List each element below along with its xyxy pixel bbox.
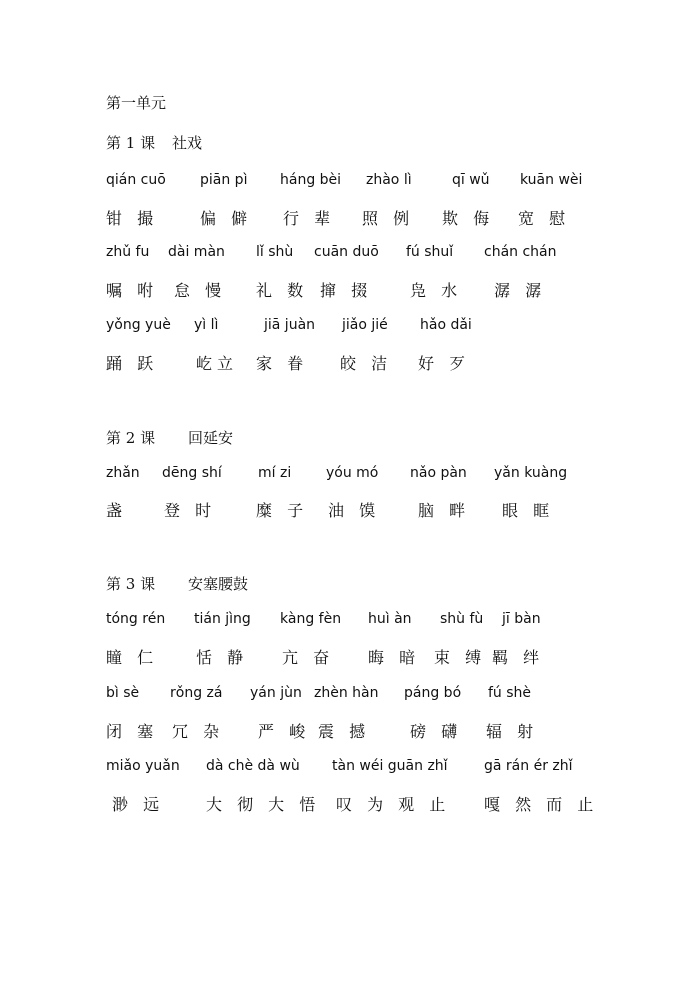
vocab-hanzi: 怠 慢 <box>174 281 227 300</box>
vocab-hanzi: 束 缚 <box>434 648 487 667</box>
vocab-hanzi: 脑 畔 <box>418 501 471 520</box>
vocab-pinyin: zhèn hàn <box>314 685 379 701</box>
vocab-hanzi: 登 时 <box>164 501 217 520</box>
vocab-hanzi: 欺 侮 <box>442 209 495 228</box>
vocab-hanzi: 冗 杂 <box>172 722 225 741</box>
vocab-pinyin: yǎn kuàng <box>494 465 568 481</box>
vocab-pinyin: jiǎo jié <box>342 317 388 333</box>
vocab-pinyin: páng bó <box>404 685 462 701</box>
vocab-pinyin: shù fù <box>440 611 484 627</box>
vocab-pinyin: huì àn <box>368 611 412 627</box>
vocab-pinyin: tóng rén <box>106 611 166 627</box>
vocab-hanzi: 油 馍 <box>328 501 381 520</box>
lesson-2-title: 回延安 <box>188 429 234 447</box>
vocab-pinyin: yán jùn <box>250 685 302 701</box>
vocab-pinyin: qián cuō <box>106 172 166 188</box>
vocab-pinyin: kuān wèi <box>520 172 583 188</box>
lesson-2-number: 第 2 课 <box>106 429 156 447</box>
vocab-pinyin: fú shuǐ <box>406 244 454 260</box>
vocab-pinyin: hǎo dǎi <box>420 317 472 333</box>
vocab-pinyin: miǎo yuǎn <box>106 758 180 774</box>
vocab-pinyin: mí zi <box>258 465 292 481</box>
lesson-3-number: 第 3 课 <box>106 575 156 593</box>
lesson-1-title: 社戏 <box>172 134 203 152</box>
vocab-hanzi: 糜 子 <box>256 501 309 520</box>
vocab-hanzi: 渺 远 <box>112 795 165 814</box>
vocab-pinyin: zhǎn <box>106 465 140 481</box>
vocab-pinyin: dēng shí <box>162 465 222 481</box>
lesson-3-title: 安塞腰鼓 <box>188 575 249 593</box>
vocab-pinyin: tàn wéi guān zhǐ <box>332 758 448 774</box>
vocab-pinyin: yóu mó <box>326 465 379 481</box>
vocab-hanzi: 大 彻 大 悟 <box>206 795 321 814</box>
vocab-hanzi: 叹 为 观 止 <box>336 795 451 814</box>
vocab-pinyin: fú shè <box>488 685 532 701</box>
vocab-hanzi: 闭 塞 <box>106 722 159 741</box>
vocab-pinyin: nǎo pàn <box>410 465 467 481</box>
vocab-hanzi: 钳 撮 <box>106 209 159 228</box>
vocab-pinyin: piān pì <box>200 172 248 188</box>
vocab-hanzi: 亢 奋 <box>282 648 335 667</box>
vocab-pinyin: qī wǔ <box>452 172 490 188</box>
vocab-pinyin: tián jìng <box>194 611 251 627</box>
vocab-hanzi: 潺 潺 <box>494 281 547 300</box>
vocab-pinyin: cuān duō <box>314 244 379 260</box>
vocab-hanzi: 好 歹 <box>418 354 471 373</box>
vocab-hanzi: 礼 数 <box>256 281 309 300</box>
vocab-pinyin: yǒng yuè <box>106 317 171 333</box>
vocab-pinyin: yì lì <box>194 317 219 333</box>
vocab-hanzi: 震 撼 <box>318 722 371 741</box>
vocab-hanzi: 宽 慰 <box>518 209 571 228</box>
vocab-hanzi: 偏 僻 <box>200 209 253 228</box>
vocab-hanzi: 磅 礴 <box>410 722 463 741</box>
vocab-pinyin: háng bèi <box>280 172 342 188</box>
vocab-pinyin: zhào lì <box>366 172 412 188</box>
vocab-pinyin: chán chán <box>484 244 557 260</box>
vocab-hanzi: 眼 眶 <box>502 501 555 520</box>
vocab-hanzi: 瞳 仁 <box>106 648 159 667</box>
vocab-pinyin: jiā juàn <box>264 317 316 333</box>
vocab-hanzi: 屹立 <box>196 354 239 373</box>
vocab-pinyin: zhǔ fu <box>106 244 150 260</box>
vocab-pinyin: gā rán ér zhǐ <box>484 758 573 774</box>
unit-title: 第一单元 <box>106 94 167 112</box>
vocab-hanzi: 撺 掇 <box>320 281 373 300</box>
vocab-pinyin: jī bàn <box>502 611 541 627</box>
vocab-hanzi: 凫 水 <box>410 281 463 300</box>
vocab-pinyin: bì sè <box>106 685 140 701</box>
vocab-hanzi: 辐 射 <box>486 722 539 741</box>
vocab-pinyin: dà chè dà wù <box>206 758 300 774</box>
vocab-hanzi: 家 眷 <box>256 354 309 373</box>
vocab-pinyin: rǒng zá <box>170 685 223 701</box>
vocab-hanzi: 盏 <box>106 501 128 520</box>
lesson-1-number: 第 1 课 <box>106 134 156 152</box>
vocab-pinyin: dài màn <box>168 244 225 260</box>
vocab-hanzi: 严 峻 <box>258 722 311 741</box>
vocab-hanzi: 嘱 咐 <box>106 281 159 300</box>
vocab-hanzi: 照 例 <box>362 209 415 228</box>
vocab-hanzi: 晦 暗 <box>368 648 421 667</box>
vocab-hanzi: 皎 洁 <box>340 354 393 373</box>
vocab-hanzi: 羁 绊 <box>492 648 545 667</box>
vocab-hanzi: 恬 静 <box>196 648 249 667</box>
vocab-hanzi: 行 辈 <box>283 209 336 228</box>
vocab-hanzi: 嘎 然 而 止 <box>484 795 599 814</box>
vocab-pinyin: lǐ shù <box>256 244 294 260</box>
vocab-hanzi: 踊 跃 <box>106 354 159 373</box>
vocab-pinyin: kàng fèn <box>280 611 342 627</box>
